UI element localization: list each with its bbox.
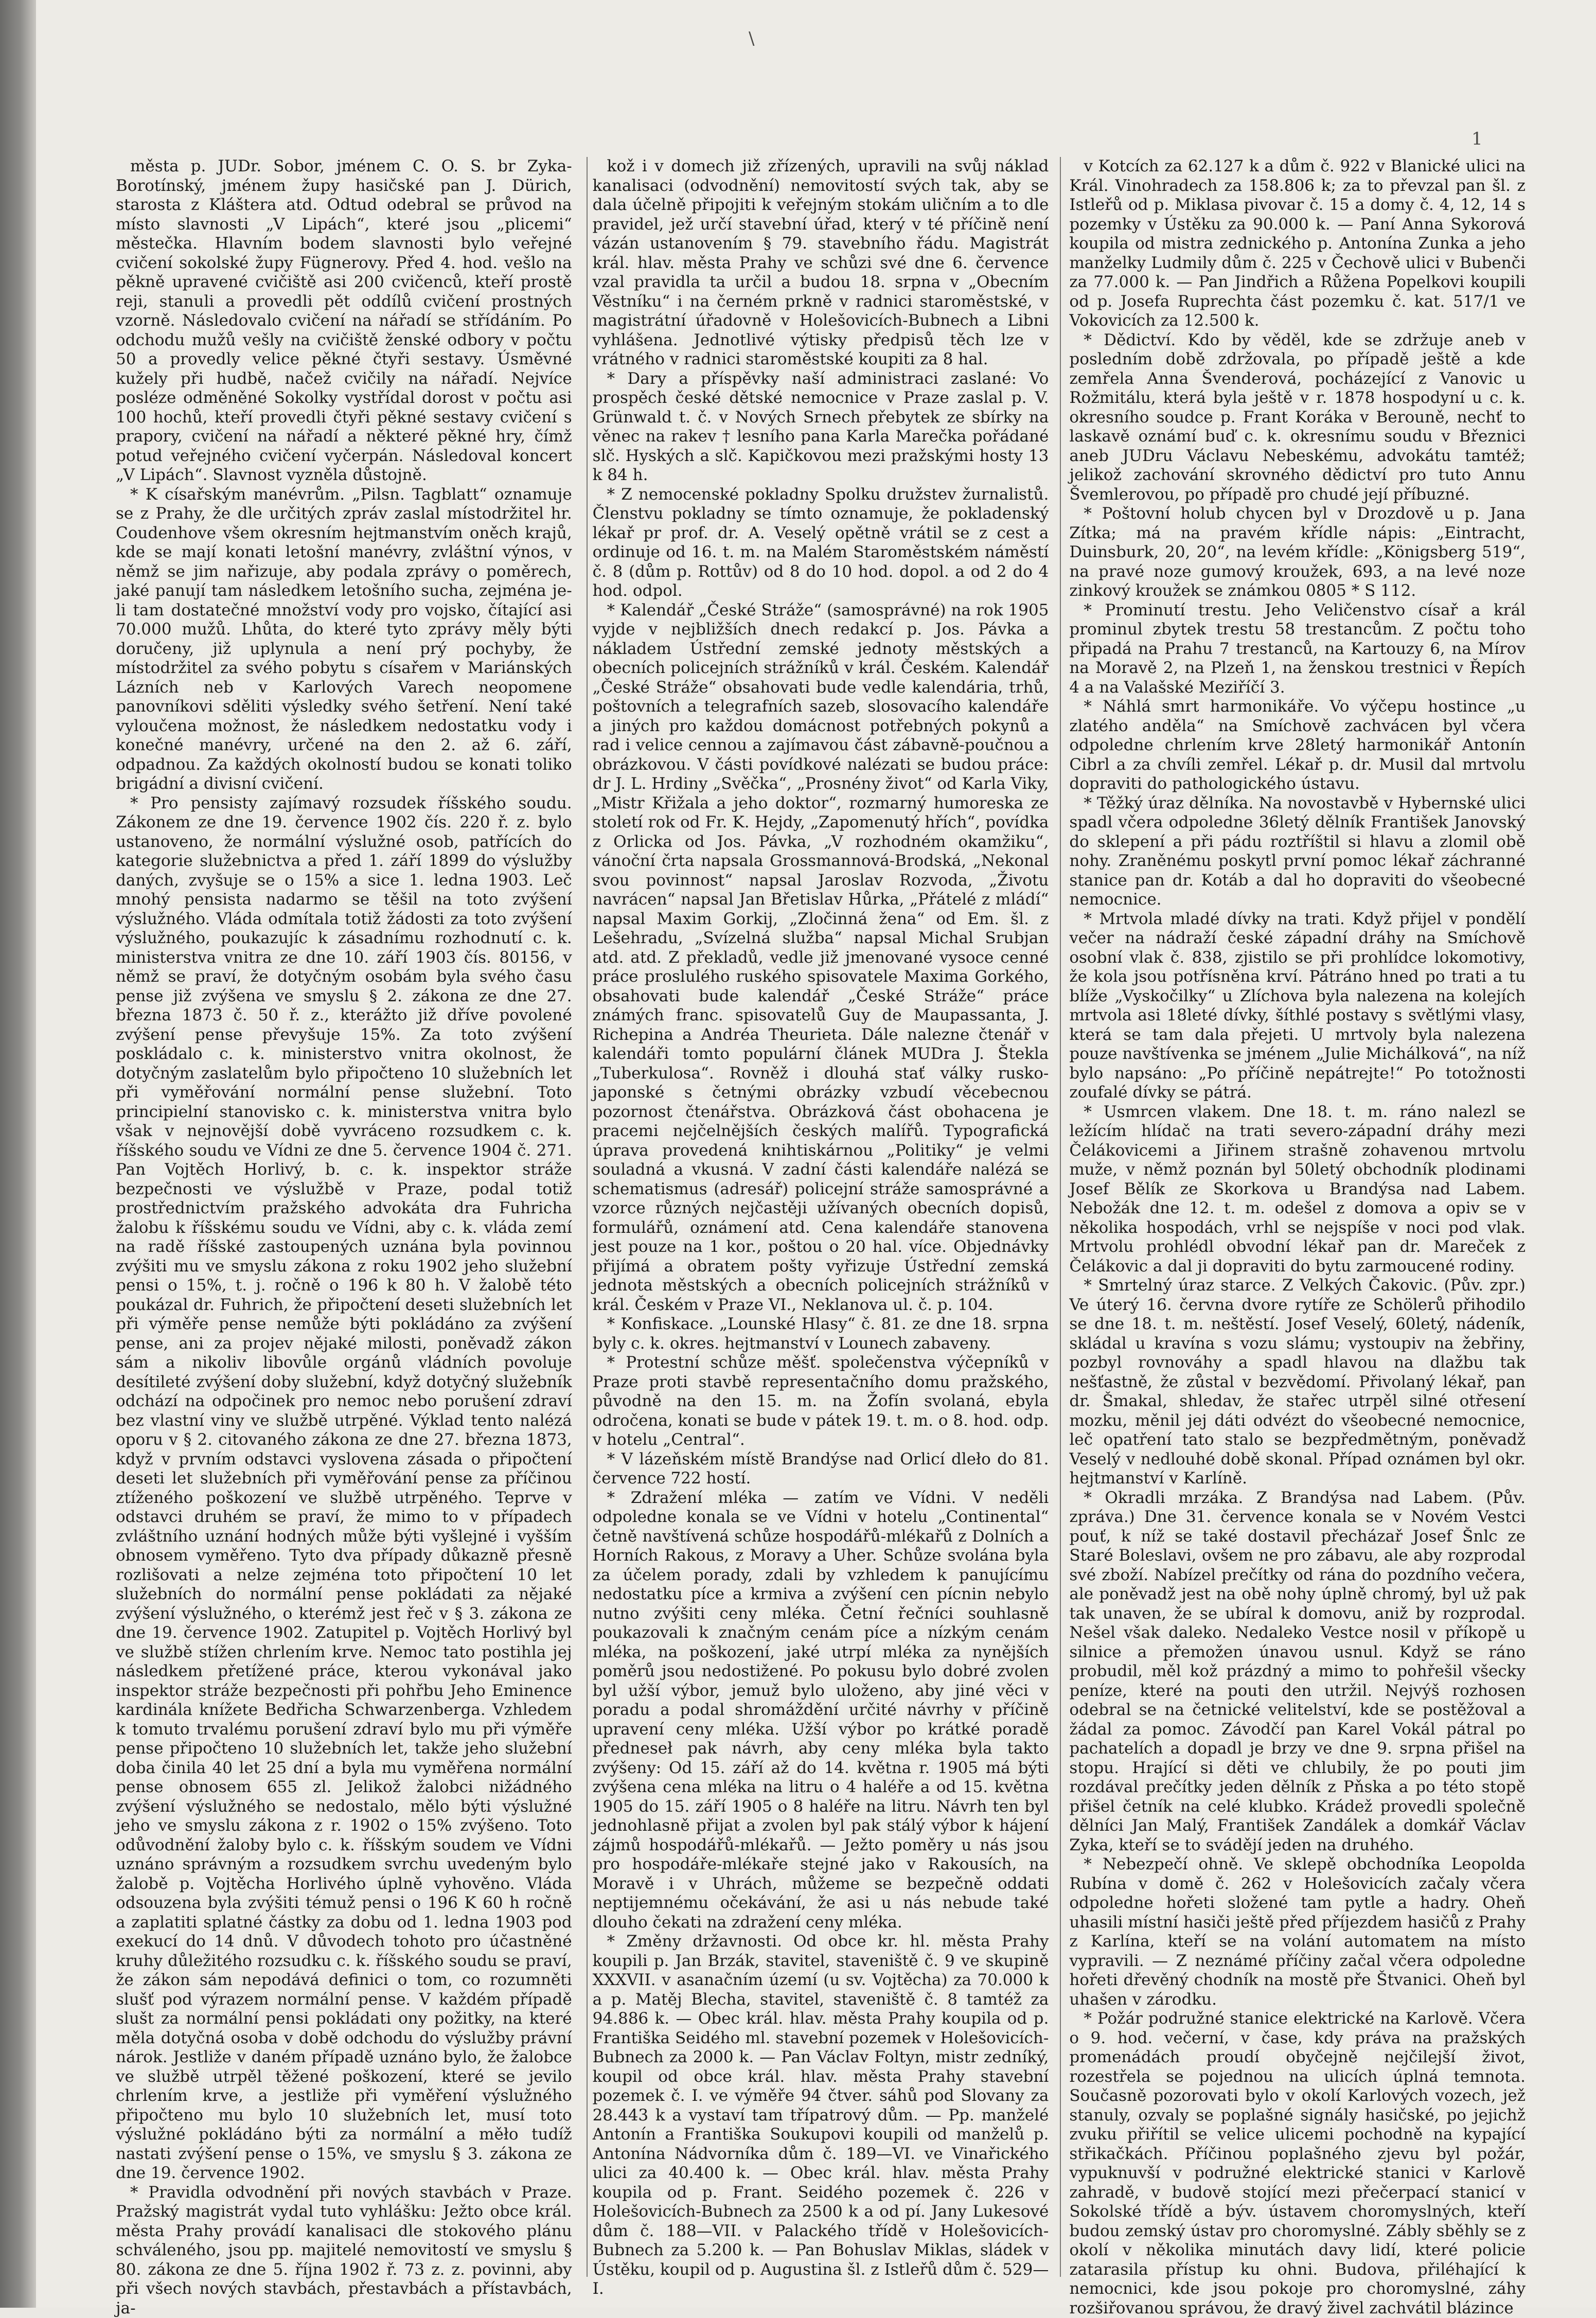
article-paragraph: kož i v domech již zřízených, upravili na svůj náklad kanalisaci (odvodnění) nemovitostí svých tak, aby se dala účelně připojiti k veřejným stokám uličním a to dle pravidel, jež určí stavební úřad, který v té příčině není vázán ustanovením § 79. stavebního řádu. Magistrát král. hlav. města Prahy ve schůzi své dne 6. července vzal pravidla ta určil a budou 18. srpna v „Obecním Věstníku“ i na černém prkně v radnici staroměstské, v magistrátní úřadovně v Holešovicích-Bubnech a Libni vyhlášena. Jednotlivé výtisky předpisů těch lze v vrátného v radnici staroměstské koupiti za 8 hal. bbox=[593, 157, 1049, 369]
article-paragraph: * Usmrcen vlakem. Dne 18. t. m. ráno nalezl se ležícím hlídač na trati severo-západní dráhy mezi Čelákovicemi a Jiřinem strašně zohavenou mrtvolu muže, v němž poznán byl 50letý obchodník plodinami Josef Bělík ze Skorkova u Brandýsa nad Labem. Nebožák dne 12. t. m. odešel z domova a opiv se v několika hospodách, vrhl se nejspíše v noci pod vlak. Mrtvolu prohlédl obvodní lékař pan dr. Mareček z Čelákovic a dal ji dopraviti do bytu zarmoucené rodiny. bbox=[1069, 1103, 1526, 1277]
column-2 bbox=[593, 157, 1049, 2277]
article-paragraph: * Konfiskace. „Lounské Hlasy“ č. 81. ze dne 18. srpna byly c. k. okres. hejtmanství v Lounech zabaveny. bbox=[593, 1315, 1049, 1353]
article-paragraph: * Kalendář „České Stráže“ (samosprávné) na rok 1905 vyjde v nejbližších dnech redakcí p. Jos. Pávka a nákladem Ústřední zemské jednoty městských a obecních policejních strážníků v král. Českém. Kalendář „České Stráže“ obsahovati bude vedle kalendária, trhů, poštovních a telegrafních sazeb, slosovacího kalendáře a jiných pro každou domácnost potřebných pokynů a rad i velice cennou a zajímavou část zábavně-poučnou a obrázkovou. V části povídkové nalézati se budou práce: dr J. L. Hrdiny „Svěčka“, „Prosnény život“ od Karla Viky, „Mistr Křižala a jeho doktor“, rozmarný humoreska ze století rok od Fr. K. Hejdy, „Zapomenutý hřích“, povídka z Orlicka od Jos. Pávka, „V rozhodném okamžiku“, vánoční črta napsala Grossmannová-Brodská, „Nekonal svou povinnost“ napsal Jaroslav Rozvoda, „Životu navrácen“ napsal Jan Břetislav Hůrka, „Přátelé z mládí“ napsal Maxim Gorkij, „Zločinná žena“ od Em. šl. z Lešehradu, „Svízelná služba“ napsal Michal Srubjan atd. atd. Z překladů, vedle již jmenované vysoce cenné práce proslulého ruského spisovatele Maxima Gorkého, obsahovati bude kalendář „České Stráže“ práce známých franc. spisovatelů Guy de Maupassanta, J. Richepina a Andréa Theurieta. Dále nalezne čtenář v kalendáři tomto populární článek MUDra J. Štekla „Tuberkulosa“. Rovněž i dlouhá stať války rusko-japonské s četnými obrázky vzbudí věcebecnou pozornost čtenářstva. Obrázková část obohacena je pracemi nejčelnějších českých malířů. Typografická úprava provedená knihtiskárnou „Politiky“ je velmi souladná a vkusná. V zadní části kalendáře nalézá se schematismus (adresář) policejní stráže samosprávné a vzorce různých nejčastěji užívaných obecních dopisů, formulářů, oznámení atd. Cena kalendáře stanovena jest pouze na 1 kor., poštou o 20 hal. více. Objednávky přijímá a obratem pošty vyřizuje Ústřední zemská jednota městských a obecních policejních strážníků v král. Českém v Praze VI., Neklanova ul. č. p. 104. bbox=[593, 601, 1049, 1315]
scan-binding-edge bbox=[0, 0, 36, 2308]
article-paragraph: * Pro pensisty zajímavý rozsudek říšského soudu. Zákonem ze dne 19. července 1902 čís. 220 ř. z. bylo ustanoveno, že normální výslužné osob, patřících do kategorie služebnictva a před 1. září 1899 do výslužby daných, zvyšuje se o 15% a sice 1. ledna 1903. Leč mnohý pensista nadarmo se těšil na toto zvýšení výslužného. Vláda odmítala totiž žádosti za toto zvýšení výslužného, poukazujíc k zásadnímu rozhodnutí c. k. ministerstva vnitra ze dne 10. září 1903 čís. 80156, v němž se praví, že dotyčným osobám byla svého času pense již zvýšena ve smyslu § 2. zákona ze dne 27. března 1873 č. 50 ř. z., kterážto již dříve povolené zvýšení pense převyšuje 15%. Za toto zvýšení poskládalo c. k. ministerstvo vnitra okolnost, že dotyčným zaslatelům bylo připočteno 10 služebních let při vyměřování normální pense služební. Toto principielní stanovisko c. k. ministerstva vnitra bylo však v nejnovější době vyvráceno rozsudkem c. k. říšského soudu ve Vídni ze dne 5. července 1904 č. 271. Pan Vojtěch Horlivý, b. c. k. inspektor stráže bezpečnosti ve výslužbě v Praze, podal totiž prostřednictvím pražského advokáta dra Fuhricha žalobu k říšskému soudu ve Vídni, aby c. k. vláda zemí na radě říšské zastoupených uznána byla povinnou zvýšiti mu ve smyslu zákona z roku 1902 jeho služební pensi o 15%, t. j. ročně o 196 k 80 h. V žalobě této poukázal dr. Fuhrich, že připočtení deseti služebních let při výměře pense nemůže býti pokládáno za zvýšení pense, ani za projev nějaké milosti, poněvadž zákon sám a nikoliv libovůle orgánů vládních povoluje desítileté zvýšení doby služební, když dotyčný služebník odchází na odpočinek pro nemoc nebo porušení zdraví bez vlastní viny ve službě utrpěné. Výklad tento nalézá oporu v § 2. citovaného zákona ze dne 27. března 1873, když v prvním odstavci vyslovena zásada o připočtení deseti let služebních při vyměřování pense za příčinou ztíženého poškození ve službě utrpěného. Teprve v odstavci druhém se praví, že mimo to v případech zvláštního uznání hodných může býti vyšlejné i vyšším obnosem vyměřeno. Tyto dva případy důkazně přesně rozlišovati a nelze zejména toto připočtení 10 let služebních do normální pense pokládati za nějaké zvýšení výslužného, o kterémž jest řeč v § 3. zákona ze dne 19. července 1902. Zatupitel p. Vojtěch Horlivý byl ve službě stížen chrlením krve. Nemoc tato postihla jej následkem přetížené práce, kterou vykonával jako inspektor stráže bezpečnosti při pohřbu Jeho Eminence kardinála knížete Bedřicha Schwarzenberga. Vzhledem k tomuto trvalému porušení zdraví bylo mu při výměře pense připočteno 10 služebních let, takže jeho služební doba činila 40 let 25 dní a byla mu vyměřena normální pense obnosem 655 zl. Jelikož žalobci nižádného zvýšení výslužného se nedostalo, mělo býti výslužné jeho ve smyslu zákona z r. 1902 o 15% zvýšeno. Toto odůvodnění žaloby bylo c. k. říšským soudem ve Vídni uznáno správným a rozsudkem svrchu uvedeným bylo žalobě p. Vojtěcha Horlivého úplně vyhověno. Vláda odsouzena byla zvýšiti témuž pensi o 196 K 60 h ročně a zaplatiti splatné částky za dobu od 1. ledna 1903 pod exekucí do 14 dnů. V důvodech tohoto pro účastněné kruhy důležitého rozsudku c. k. říšského soudu se praví, že zákon sám nepodává definici o tom, co rozumněti slušť pod výrazem normální pense. V každém případě slušt za normální pensi pokládati ony požitky, na které měla dotyčná osoba v době odchodu do výslužby právní nárok. Jestliže v daném případě uznáno bylo, že žalobce ve službě utrpěl těžené poškození, které se jevilo chrlením krve, a jestliže při vyměření výslužného připočteno mu bylo 10 služebních let, musí toto výslužné pokládáno býti za normální a měło tudíž nastati zvýšení pense o 15%, ve smyslu § 3. zákona ze dne 19. července 1902. bbox=[116, 794, 572, 2183]
article-paragraph: * Změny državnosti. Od obce kr. hl. města Prahy koupili p. Jan Brzák, stavitel, staveniště č. 9 ve skupině XXXVII. v asanačním území (u sv. Vojtěcha) za 70.000 k a p. Matěj Blecha, stavitel, staveniště č. 8 tamtéž za 94.886 k. — Obec král. hlav. města Prahy koupila od p. Františka Seidého ml. stavební pozemek v Holešovicích-Bubnech za 2000 k. — Pan Václav Foltyn, mistr zedníký, koupil od obce král. hlav. města Prahy stavební pozemek č. I. ve výměře 94 čtver. sáhů pod Slovany za 28.443 k a vystaví tam třípatrový dům. — Pp. manželé Antonín a Františka Soukupovi koupili od manželů p. Antonína Nádvorníka dům č. 189—VI. ve Vinařického ulici za 40.400 k. — Obec král. hlav. města Prahy koupila od p. Frant. Seidého pozemek č. 226 v Holešovicích-Bubnech za 2500 k a od pí. Jany Lukesové dům č. 188—VII. v Palackého třídě v Holešovicích-Bubnech za 5.200 k. — Pan Bohuslav Miklas, sládek v Ústěku, koupil od p. Augustina šl. z Istleřů dům č. 529—I. bbox=[593, 1932, 1049, 2299]
article-columns bbox=[116, 157, 1526, 2277]
article-paragraph: * Z nemocenské pokladny Spolku družstev žurnalistů. Členstvu pokladny se tímto oznamuje, že pokladenský lékař pr prof. dr. A. Veselý opětně vrátil se z cest a ordinuje od 16. t. m. na Malém Staroměstském náměstí č. 8 (dům p. Rottův) od 8 do 10 hod. dopol. a od 2 do 4 hod. odpol. bbox=[593, 485, 1049, 601]
column-1 bbox=[116, 157, 572, 2277]
article-paragraph: * Nebezpečí ohně. Ve sklepě obchodníka Leopolda Rubína v domě č. 262 v Holešovicích začaly včera odpoledne hořeti složené tam pytle a hadry. Oheň uhasili místní hasiči ještě před příjezdem hasičů z Prahy z Karlína, kteří se na volání automatem na místo vypravili. — Z neznámé příčiny začal včera odpoledne hořeti dřevěný chodník na mostě pře Štvanici. Oheň byl uhašen v zárodku. bbox=[1069, 1855, 1526, 2009]
article-paragraph: * Zdražení mléka — zatím ve Vídni. V neděli odpoledne konala se ve Vídni v hotelu „Continental“ četně navštívená schůze hospodářů-mlékařů z Dolních a Horních Rakous, z Moravy a Uher. Schůze svolána byla za účelem porady, zdali by vzhledem k panujícímu nedostatku píce a krmiva a zvýšení cen pícnin nebylo nutno zvýšiti ceny mléka. Četní řečníci souhlasně poukazovali k značným cenám píce a nízkým cenám mléka, na poškození, jaké utrpí mléka za nynějších poměrů jsou nedostižené. Po pokusu bylo dobré zvolen byl užší výbor, jemuž bylo uloženo, aby jiné věci v poradu a podal shromáždění určité návrhy v příčině upravení ceny mléka. Užší výbor po krátké poradě předneseł pak návrh, aby ceny mléka byla takto zvýšeny: Od 15. září až do 14. května r. 1905 má býti zvýšena cena mléka na litru o 4 haléře a od 15. května 1905 do 15. září 1905 o 8 haléře na litru. Návrh ten byl jednohlasně přijat a zvolen byl pak stálý výbor k hájení zájmů hospodářů-mlékařů. — Ježto poměry u nás jsou pro hospodáře-mlékaře stejné jako v Rakousích, na Moravě i v Uhrách, můžeme se bezpečně oddati neptijemnému očekávání, že asi u nás nebude také dlouho čekati na zdražení ceny mléka. bbox=[593, 1489, 1049, 1933]
article-paragraph: v Kotcích za 62.127 k a dům č. 922 v Blanické ulici na Král. Vinohradech za 158.806 k; za to převzal pan šl. z Istleřů od p. Miklasa pivovar č. 15 a domy č. 4, 12, 14 s pozemky v Ústěku za 90.000 k. — Paní Anna Sykorová koupila od mistra zednického p. Antonína Zunka a jeho manželky Ludmily dům č. 225 v Čechově ulici v Bubenči za 77.000 k. — Pan Jindřich a Růžena Popelkovi koupili od p. Josefa Ruprechta část pozemku č. kat. 517/1 ve Vokovicích za 12.500 k. bbox=[1069, 157, 1526, 331]
article-paragraph: * Pravidla odvodnění při nových stavbách v Praze. Pražský magistrát vydal tuto vyhlášku: Ježto obce král. města Prahy provádí kanalisaci dle stokového plánu schváleného, jsou pp. majitelé nemovitostí ve smyslu § 80. zákona ze dne 5. října 1902 ř. 73 z. z. povinni, aby při všech nových stavbách, přestavbách a přístavbách, ja- bbox=[116, 2183, 572, 2318]
top-right-mark: 1 bbox=[1471, 129, 1483, 149]
article-paragraph: * Smrtelný úraz starce. Z Velkých Čakovic. (Pův. zpr.) Ve úterý 16. června dvore rytíře ze Schölerů přihodilo se dne 18. t. m. neštěstí. Josef Veselý, 60letý, nádeník, skládal u kravína s vozu slámu; vystoupiv na žebřiny, pozbyl rovnováhy a spadl hlavou na dlažbu tak nešťastně, že zůstal v bezvědomí. Přivolaný lékař, pan dr. Šmakal, shledav, že stařec utrpěl silné otřesení mozku, měnil jej dáti odvézt do všeobecné nemocnice, leč opatření tato stalo se bezpředmětným, poněvadž Veselý v nedlouhé době skonal. Případ oznámen byl okr. hejtmanství v Karlíně. bbox=[1069, 1276, 1526, 1489]
column-3 bbox=[1069, 157, 1526, 2277]
article-paragraph: * Dědictví. Kdo by věděl, kde se zdržuje aneb v posledním době zdržovala, po případě ještě a kde zemřela Anna Švenderová, pocházející z Vanovic u Rožmitálu, která byla ještě v r. 1878 hospodyní u c. k. okresního soudce p. Frant Koráka v Berouně, nechť to laskavě oznámí buď c. k. okresnímu soudu v Březnici aneb JUDru Václavu Nebeskému, advokátu tamtéž; jelikož zachování skrovného dědictví pro tuto Annu Švemlerovou, po případě pro chudé její příbuzné. bbox=[1069, 331, 1526, 505]
top-center-mark: \ bbox=[749, 28, 754, 49]
article-paragraph: * Těžký úraz dělníka. Na novostavbě v Hybernské ulici spadl včera odpoledne 36letý dělník František Janovský do sklepení a při pádu roztříštil si hlavu a zlomil obě nohy. Zraněnému poskytl první pomoc lékař záchranné stanice pan dr. Kotáb a dal ho dopraviti do všeobecné nemocnice. bbox=[1069, 794, 1526, 910]
article-paragraph: * Okradli mrzáka. Z Brandýsa nad Labem. (Pův. zpráva.) Dne 31. července konala se v Novém Vestci pouť, k níž se také dostavil přecházař Josef Šnlc ze Staré Boleslavi, ovšem ne pro zábavu, ale aby rozprodal své zboží. Nabízel prečítky od rána do pozdního večera, ale poněvadž jest na obě nohy úplně chromý, byl už pak tak unaven, že se ubíral k domovu, aniž by rozprodal. Nešel však daleko. Nedaleko Vestce nosil v příkopě u silnice a přemožen únavou usnul. Když se ráno probudil, měl kož prázdný a mimo to pohřešil všecky peníze, které na pouti den utržil. Nejvýš rozhosen odebral se na četnické velitelství, kde se postěžoval a žádal za pomoc. Závodčí pan Karel Vokál pátral po pachatelích a dopadl je brzy ve dne 9. srpna přišel na stopu. Hrající si děti ve chlubily, že po pouti jim rozdával prečítky jeden dělník z Pňska a po této stopě přišel četník na celé klubko. Krádež provedli společně dělníci Jan Malý, František Zandálek a domkář Václav Zyka, kteří se to svádějí jeden na druhého. bbox=[1069, 1489, 1526, 1855]
article-paragraph: * Poštovní holub chycen byl v Drozdově u p. Jana Zítka; má na pravém křídle nápis: „Eintracht, Duinsburk, 20, 20“, na levém křídle: „Königsberg 519“, na pravé noze gumový kroužek, 693, a na levé noze zinkový kroužek se známkou 0805 * S 112. bbox=[1069, 504, 1526, 601]
article-paragraph: * Protestní schůze měšť. společenstva výčepníků v Praze proti stavbě representačního domu pražského, původně na den 15. m. na Žofín svolaná, ebyla odročena, konati se bude v pátek 19. t. m. o 8. hod. odp. v hotelu „Central“. bbox=[593, 1353, 1049, 1450]
article-paragraph: * Náhlá smrt harmonikáře. Vo výčepu hostince „u zlatého anděla“ na Smíchově zachvácen byl včera odpoledne chrlením krve 28letý harmonikář Antonín Cibrl a za chvíli zemřel. Lékař p. dr. Musil dal mrtvolu dopraviti do pathologického ústavu. bbox=[1069, 697, 1526, 794]
article-paragraph: * Prominutí trestu. Jeho Veličenstvo císař a král prominul zbytek trestu 58 trestancům. Z počtu toho připadá na Prahu 7 trestanců, na Kartouzy 6, na Mírov na Moravě 2, na Plzeň 1, na ženskou trestnici v Řepích 4 a na Valašské Meziříčí 3. bbox=[1069, 601, 1526, 698]
article-paragraph: * Požár podružné stanice elektrické na Karlově. Včera o 9. hod. večerní, v čase, kdy práva na pražských promenádách proudí obyčejně nejčilejší život, rozestřela se pojednou na ulicích úplná temnota. Současně pozorovati bylo v okolí Karlových vozech, jež stanuly, ozvaly se poplašné signály hasičské, po jejichž zvuku přiřítil se velice ulicemi pochodně na kypající střikačkách. Příčinou poplašného zjevu byl požár, vypuknuvší v podružné elektrické stanici v Karlově zahradě, v budově stojící mezi přečerpací stanicí v Sokolské třídě a býv. ústavem choromyslných, kteří budou zemský ústav pro choromyslné. Zábly sběhly se z okolí v několika minutách davy lidí, které policie zatarasila přístup ku ohni. Budova, přiléhající k nemocnici, kde jsou pokoje pro choromyslné, záhy rozšiřovanou správou, že dravý živel zachvátil blázince bbox=[1069, 2009, 1526, 2318]
article-paragraph: * Mrtvola mladé dívky na trati. Když přijel v pondělí večer na nádraží české západní dráhy na Smíchově osobní vlak č. 838, zjistilo se při prohlídce lokomotivy, že kola jsou potřísněna krví. Pátráno hned po trati a tu blíže „Vyskočilky“ u Zlíchova byla nalezena na kolejích mrtvola asi 18leté dívky, šíthlé postavy s světlými vlasy, která se tam dala přejeti. U mrtvoly byla nalezena pouze navštívenka se jménem „Julie Michálková“, na níž bylo napsáno: „Po příčině nepátrejte!“ Po totožnosti zoufalé dívky se pátrá. bbox=[1069, 910, 1526, 1103]
article-paragraph: * V lázeňském místě Brandýse nad Orlicí dleło do 81. července 722 hostí. bbox=[593, 1450, 1049, 1489]
article-paragraph: * K císařským manévrům. „Pilsn. Tagblatt“ oznamuje se z Prahy, že dle určitých zpráv zaslal místodržitel hr. Coudenhove všem okresním hejtmanstvím oněch krajů, kde se mají konati letošní manévry, zvláštní výnos, v němž se jim nařizuje, aby podala zprávy o poměrech, jaké panují tam následkem letošního sucha, zejména je-li tam dostatečné množství vody pro vojsko, čítající asi 70.000 mužů. Lhůta, do které tyto zprávy měly býti doručeny, již uplynula a není prý pochyby, že místodržitel za svého pobytu s císařem v Mariánských Lázních neb v Karlových Varech neopomene panovníkovi sděliti výsledky svého šetření. Není také vyloučena možnost, že následkem nedostatku vody i konečné manévry, určené na den 2. až 6. září, odpadnou. Za každých okolností budou se konati toliko brigádní a divisní cvičení. bbox=[116, 485, 572, 794]
article-paragraph: * Dary a příspěvky naší administraci zaslané: Vo prospěch české dětské nemocnice v Praze zaslal p. V. Grünwald t. č. v Nových Srnech přebytek ze sbírky na věnec na rakev † lesního pana Karla Marečka pořádané slč. Hyských a slč. Kapičkovou mezi pražskými hosty 13 k 84 h. bbox=[593, 369, 1049, 485]
article-paragraph: města p. JUDr. Sobor, jménem C. O. S. br Zyka-Borotínský, jménem župy hasičské pan J. Dürich, starosta z Kláštera atd. Odtud odebral se průvod na místo slavnosti „V Lipách“, které jsou „plicemi“ městečka. Hlavním bodem slavnosti bylo veřejné cvičení sokolské župy Fügnerovy. Před 4. hod. vešlo na pěkně upravené cvičiště asi 200 cvičenců, kteří prostě reji, stanuli a provedli pět oddílů cvičení prostných vzorně. Následovalo cvičení na nářadí se střídáním. Po odchodu mužů vešly na cvičiště ženské odbory v počtu 50 a provedly velice pěkné čtyři sestavy. Úsměvné kužely při hudbě, načež cvičily na nářadí. Nejvíce posléze odměněné Sokolky vystřídal dorost v počtu asi 100 hochů, kteří provedli čtyři pěkné sestavy cvičení s prapory, cvičení na nářadí a některé pěkné hry, čímž potud veřejného cvičení vyčerpán. Následoval koncert „V Lipách“. Slavnost vyzněla důstojně. bbox=[116, 157, 572, 485]
